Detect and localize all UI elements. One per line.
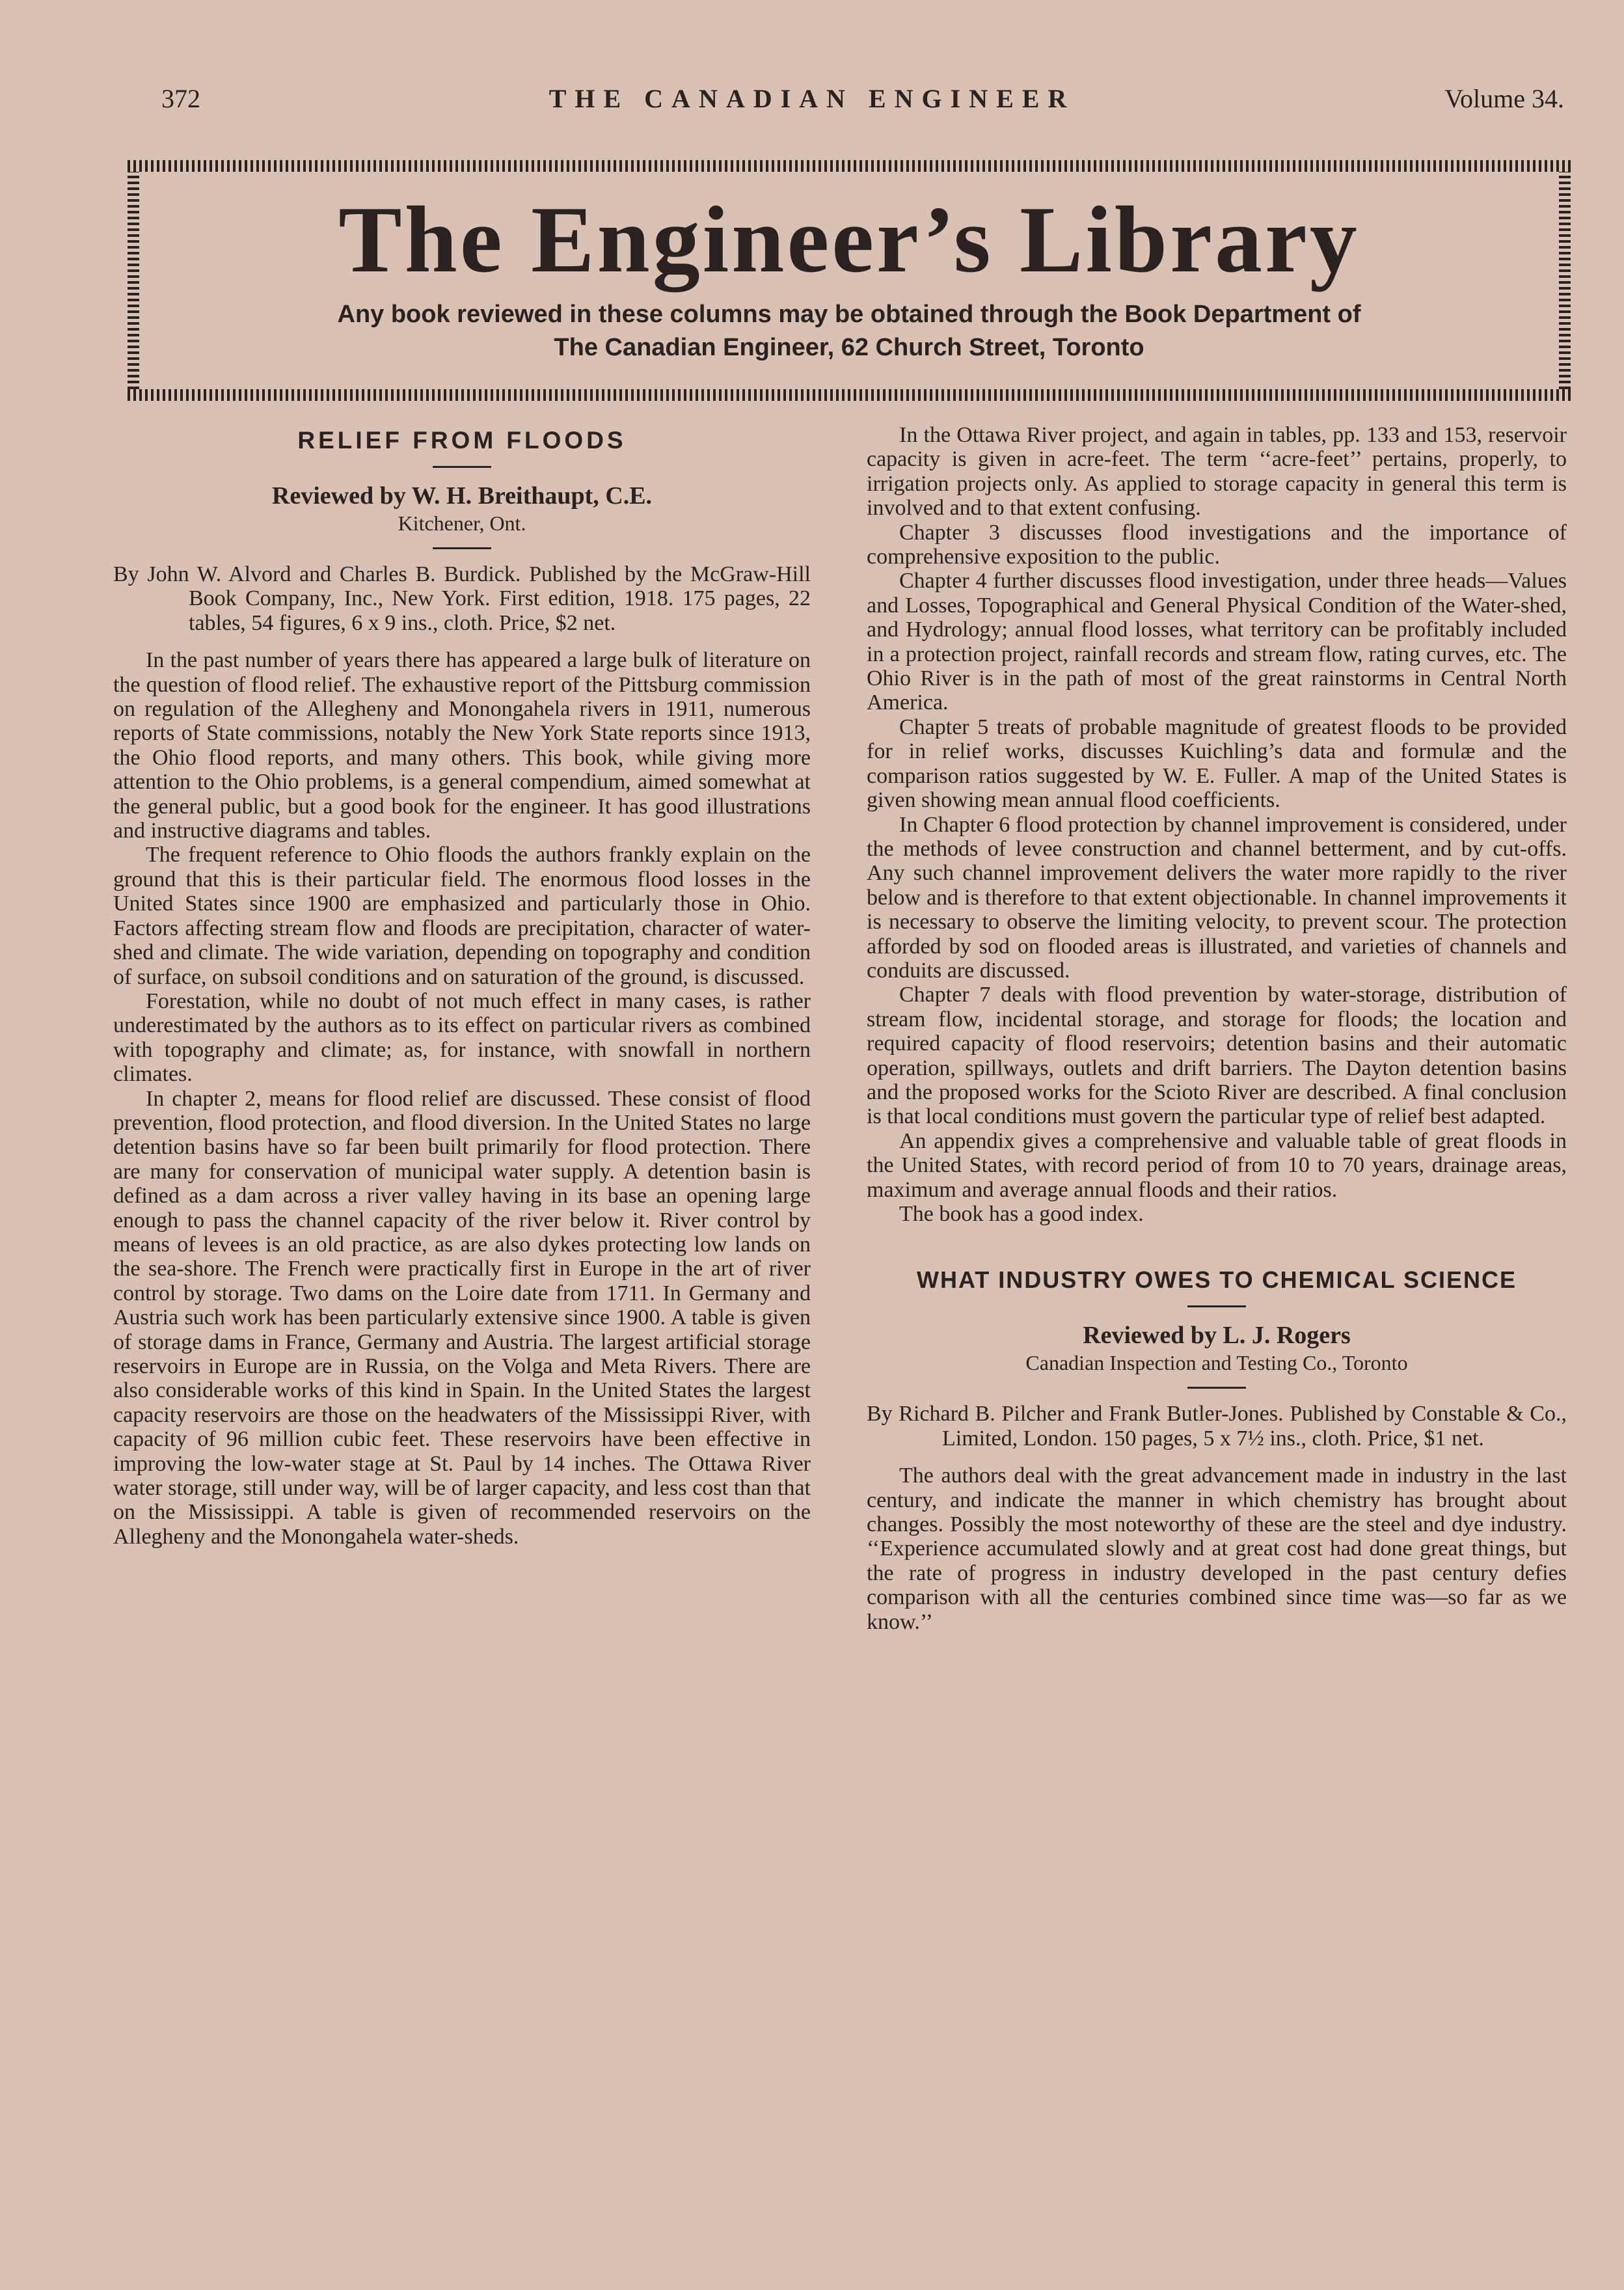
article1-paragraph: The book has a good index. [899, 1202, 1144, 1226]
banner-subtitle [193, 298, 1506, 365]
article2-title: WHAT INDUSTRY OWES TO CHEMICAL SCIENCE [916, 1266, 1517, 1294]
article2-affiliation: Canadian Inspection and Testing Co., Toronto [1025, 1351, 1408, 1375]
article1-paragraph: In the past number of years there has appeared a large bulk of literature on the question of flood relief. The exhaustive report of the Pittsburg commission on regulation of the Allegheny and Monongahela rivers in 1911, numerous reports of State commissions, notably the New York State reports since 1913, the Ohio flood reports, and many others. This book, while giving more attention to the Ohio problems, is a general compendium, aimed somewhat at the general public, but a good book for the engineer. It has good illustrations and instructive diagrams and tables. [113, 648, 811, 843]
right-column [867, 423, 1567, 1634]
article2-bibliography: By Richard B. Pilcher and Frank Butler-Jones. Published by Constable & Co., Limited, London. 150 pages, 5 x 7½ ins., cloth. Price, $1 net. [867, 1402, 1567, 1451]
article1-title: RELIEF FROM FLOODS [297, 427, 627, 454]
article1-paragraph: In Chapter 6 flood protection by channel improvement is considered, under the methods of levee construction and channel betterment, and by cut-offs. Any such channel improvement delivers the water more rapidly to the river below and is therefore to that extent objectionable. In channel improvements it is necessary to observe the limiting velocity, to prevent scour. The protection afforded by sod on flooded areas is illustrated, and varieties of channels and conduits are discussed. [867, 812, 1567, 983]
article1-paragraph: In the Ottawa River project, and again in tables, pp. 133 and 153, reservoir capacity is given in acre-feet. The term ‘‘acre-feet’’ pertains, properly, to irrigation projects only. As applied to storage capacity in general this term is involved and to that extent confusing. [867, 423, 1567, 521]
article1-reviewer: Reviewed by W. H. Breithaupt, C.E. [271, 482, 653, 510]
left-column [113, 423, 811, 1549]
banner-subtitle-line1: Any book reviewed in these columns may be obtained through the Book Department of [337, 301, 1361, 328]
article1-paragraph: Forestation, while no doubt of not much effect in many cases, is rather underestimated by the authors as to its effect on particular rivers as combined with topography and climate; as, for instance, with snowfall in northern climates. [113, 988, 811, 1087]
article2-reviewer: Reviewed by L. J. Rogers [1083, 1322, 1351, 1350]
banner-subtitle-line2: The Canadian Engineer, 62 Church Street, Toronto [554, 334, 1144, 362]
volume-label: Volume 34. [1444, 84, 1564, 113]
article1-rule-bottom [433, 547, 491, 549]
running-header [0, 83, 1624, 122]
article2-rule-top [1187, 1305, 1246, 1307]
article1-affiliation: Kitchener, Ont. [398, 511, 526, 535]
journal-title: THE CANADIAN ENGINEER [548, 84, 1076, 113]
library-banner [128, 160, 1571, 401]
article1-rule-top [433, 466, 491, 468]
article1-paragraph: Chapter 7 deals with flood prevention by water-storage, distribution of stream flow, incidental storage, and storage for floods; the location and required capacity of flood reservoirs; detention basins and their automatic operation, spillways, outlets and drift barriers. The Dayton detention basins and the proposed works for the Scioto River are described. A final conclusion is that local conditions must govern the particular type of relief best adapted. [867, 983, 1567, 1129]
page-number: 372 [161, 84, 200, 113]
banner-bottom-border [128, 389, 1571, 401]
article1-paragraph: An appendix gives a comprehensive and valuable table of great floods in the United States, with record period of from 10 to 70 years, drainage areas, maximum and average annual floods and their ratios. [867, 1128, 1567, 1202]
banner-title: The Engineer’s Library [338, 187, 1360, 292]
article1-bibliography: By John W. Alvord and Charles B. Burdick. Published by the McGraw-Hill Book Company, Inc., New York. First edition, 1918. 175 pages, 22 tables, 54 figures, 6 x 9 ins., cloth. Price, $2 net. [113, 562, 811, 635]
article-gap [867, 1226, 1567, 1262]
banner-top-border [128, 160, 1571, 172]
article1-paragraph: Chapter 5 treats of probable magnitude of greatest floods to be provided for in relief works, discusses Kuichling’s data and formulæ and the comparison ratios suggested by W. E. Fuller. A map of the United States is given showing mean annual flood coefficients. [867, 715, 1567, 813]
article2-rule-bottom [1187, 1387, 1246, 1389]
article1-paragraph: Chapter 3 discusses flood investigations and the importance of comprehensive exposition to the public. [867, 520, 1567, 569]
article1-paragraph: In chapter 2, means for flood relief are discussed. These consist of flood prevention, flood protection, and flood diversion. In the United States no large detention basins have so far been built primarily for flood protection. There are many for conservation of municipal water supply. A detention basin is defined as a dam across a river valley having in its base an opening large enough to pass the channel capacity of the river below it. River control by means of levees is an old practice, as are also dykes protecting low lands on the sea-shore. The French were practically first in Europe in the art of river control by storage. Two dams on the Loire date from 1711. In Germany and Austria such work has been particularly extensive since 1900. A table is given of storage dams in France, Germany and Austria. The largest artificial storage reservoirs in Europe are in Russia, on the Volga and Meta Rivers. There are also considerable works of this kind in Spain. In the United States the largest capacity reservoirs are those on the headwaters of the Mississippi River, with capacity of 96 million cubic feet. These reservoirs have been effective in improving the low-water stage at St. Paul by 14 inches. The Ottawa River water storage, still under way, will be of larger capacity, and less cost than that on the Mississippi. A table is given of recommended reservoirs on the Allegheny and the Monongahela water-sheds. [113, 1086, 811, 1549]
article1-paragraph: Chapter 4 further discusses flood investigation, under three heads—Values and Losses, Topographical and General Physical Condition of the Water-shed, and Hydrology; annual flood losses, what territory can be profitably included in a protection project, rainfall records and stream flow, rating curves, etc. The Ohio River is in the path of most of the great rainstorms in Central North America. [867, 569, 1567, 715]
article2-paragraph: The authors deal with the great advancement made in industry in the last century, and indicate the manner in which chemistry has brought about changes. Possibly the most noteworthy of these are the steel and dye industry. ‘‘Experience accumulated slowly and at great cost had done great things, but the rate of progress in industry developed in the past century defies comparison with all the centuries combined since time was—so far as we know.’’ [867, 1464, 1567, 1634]
article1-paragraph: The frequent reference to Ohio floods the authors frankly explain on the ground that this is their particular field. The enormous flood losses in the United States since 1900 are emphasized and particularly those in Ohio. Factors affecting stream flow and floods are precipitation, character of water-shed and climate. The wide variation, depending on topography and condition of surface, on subsoil conditions and on saturation of the ground, is discussed. [113, 843, 811, 989]
